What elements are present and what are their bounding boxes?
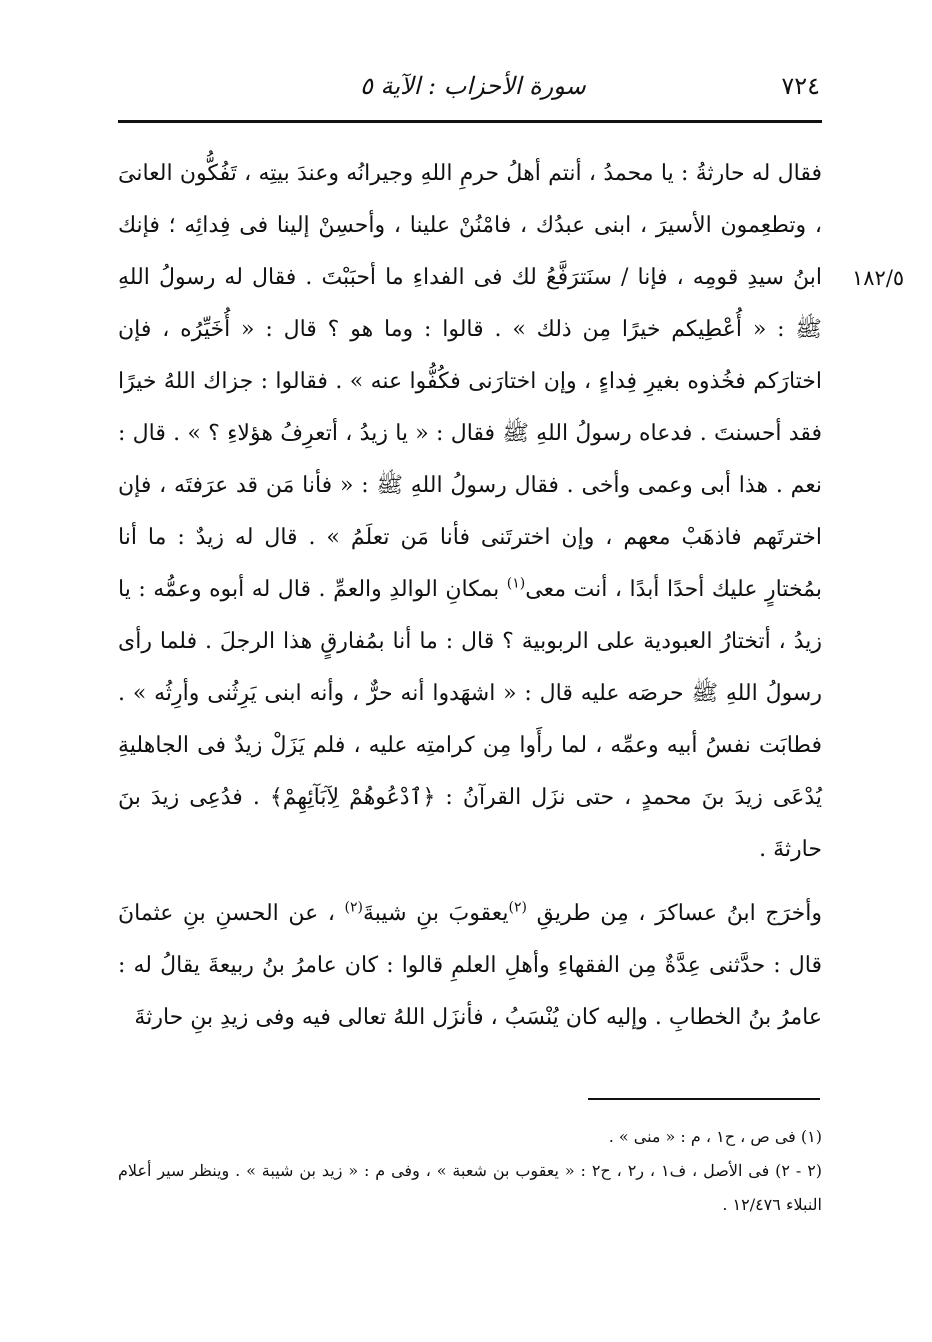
paragraph-text: وأخرَج ابنُ عساكرَ ، مِن طريقِ <box>536 901 822 926</box>
page-header <box>120 66 820 116</box>
footnote-rule <box>588 1098 820 1100</box>
footnotes <box>118 1120 822 1222</box>
footnote-marker: (١) <box>506 575 526 592</box>
paragraph-1 <box>118 148 822 876</box>
footnote-marker: (٢) <box>508 899 527 916</box>
footnote-2: (٢ - ٢) فى الأصل ، ف١ ، ر٢ ، ح٢ : « يعقوب بن شعبة » ، وفى م : « زيد بن شيبة » . وينظر سير أعلام النبلاء ١٢/٤٧٦ . <box>118 1161 823 1214</box>
paragraph-2 <box>118 888 822 1044</box>
footnote-1: (١) فى ص ، ح١ ، م : « منى » . <box>608 1127 822 1146</box>
main-text <box>118 148 822 1044</box>
paragraph-text: بمكانِ الوالدِ والعمِّ . قال له أبوه وعمُّه : يا زيدُ ، أتختارُ العبودية على الربوبية ؟ قال : ما أنا بمُفارقٍ هذا الرجلَ . فلما رأى رسولُ اللهِ ﷺ حرصَه عليه قال : « اشهَدوا أنه حرٌّ ، وأنه ابنى يَرِثُنى وأرِثُه » . فطابَت نفسُ أبيه وعمِّه ، لما رأَوا مِن كرامتِه عليه ، فلم يَزَلْ زيدٌ فى الجاهليةِ يُدْعَى زيدَ بنَ محمدٍ ، حتى نزَل القرآنُ : ﴿ٱدْعُوهُمْ لِآبَآئِهِمْ﴾ . فدُعِى زيدَ بنَ حارثةَ . <box>118 577 822 862</box>
paragraph-text: فقال له حارثةُ : يا محمدُ ، أنتم أهلُ حرمِ اللهِ وجيرانُه وعندَ بيتِه ، تَفُكُّون العانىَ ، وتطعِمون الأسيرَ ، ابنى عبدُك ، فامْنُنْ علينا ، وأحسِنْ إلينا فى فِدائِه ؛ فإنك ابنُ سيدِ قومِه ، فإنا / سنَترَفَّعُ لك فى الفداءِ ما أحبَبْتَ . فقال له رسولُ اللهِ ﷺ : « أُعْطِيكم خيرًا مِن ذلك » . قالوا : وما هو ؟ قال : « أُخَيِّرُه ، فإن اختارَكم فخُذوه بغيرِ فِداءٍ ، وإن اختارَنى فكُفُّوا عنه » . فقالوا : جزاك اللهُ خيرًا فقد أحسنتَ . فدعاه رسولُ اللهِ ﷺ فقال : « يا زيدُ ، أتعرِفُ هؤلاءِ ؟ » . قال : نعم . هذا أبى وعمى وأخى . فقال رسولُ اللهِ ﷺ : « فأنا مَن قد عرَفتَه ، فإن اخترتَهم فاذهَبْ معهم ، وإن اخترتَنى فأنا مَن تعلَمُ » . قال له زيدٌ : ما أنا بمُختارٍ عليك أحدًا أبدًا ، أنت معى <box>118 161 822 602</box>
paragraph-text: ، عن الحسنِ بنِ عثمانَ قال : حدَّثنى عِدَّةٌ مِن الفقهاءِ وأهلِ العلمِ قالوا : كان عامرُ بنُ ربيعةَ يقالُ له : عامرُ بنُ الخطابِ . وإليه كان يُنْسَبُ ، فأنزَل اللهُ تعالى فيه وفى زيدِ بنِ حارثةَ <box>118 901 822 1030</box>
page-number: ٧٢٤ <box>781 72 820 100</box>
running-head: سورة الأحزاب : الآية ٥ <box>360 72 586 100</box>
footnote-marker: (٢) <box>344 899 363 916</box>
paragraph-text: يعقوبَ بنِ شيبةَ <box>363 901 509 926</box>
header-rule <box>118 120 822 123</box>
margin-reference: ١٨٢/٥ <box>852 266 905 290</box>
